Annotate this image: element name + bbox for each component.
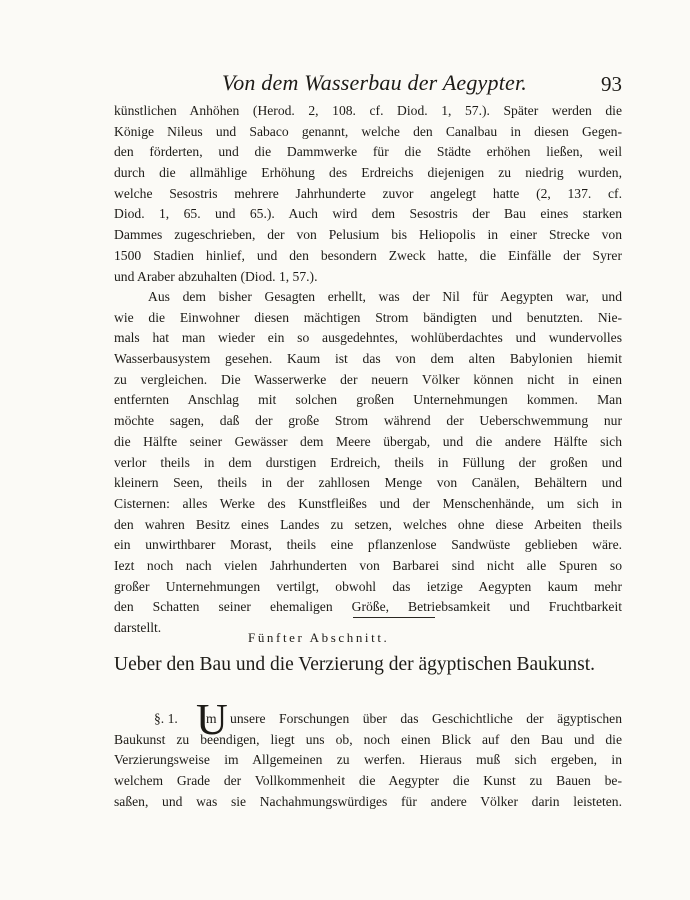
text-line: den wahren Besitz eines Landes zu setzen, welches ohne diese Arbeiten theils xyxy=(114,516,622,532)
text-line: Baukunst zu beendigen, liegt uns ob, noch einen Blick auf den Bau und die xyxy=(114,731,622,747)
text-line: Verzierungsweise im Allgemeinen zu werfen. Hieraus muß sich ergeben, in xyxy=(114,752,622,768)
text-line: durch die allmählige Erhöhung des Erdreichs diejenigen zu niedrig wurden, xyxy=(114,165,622,181)
text-line: Cisternen: alles Werke des Kunstfleißes und der Menschenhände, um sich in xyxy=(114,495,622,511)
text-line: Iezt noch nach vielen Jahrhunderten von Barbarei sind nicht alle Spuren so xyxy=(114,557,622,573)
section-label: Fünfter Abschnitt. xyxy=(248,630,390,645)
text-line: Könige Nileus und Sabaco genannt, welche den Canalbau in diesen Gegen- xyxy=(114,123,622,139)
text-line: mals hat man wieder ein so ausgedehntes, wohlüberdachtes und wundervolles xyxy=(114,330,622,346)
text-line: Diod. 1, 65. und 65.). Auch wird dem Sesostris der Bau eines starken xyxy=(114,206,622,222)
paragraph-number: §. 1. xyxy=(154,711,178,726)
text-line: verlor theils in dem durstigen Erdreich, theils in Füllung der großen und xyxy=(114,454,622,470)
text-line: zu vergleichen. Die Wasserwerke der neuern Völker können nicht in einen xyxy=(114,371,622,387)
paragraph-section-1 xyxy=(114,709,622,812)
text-line: kleinern Seen, theils in der zahllosen Menge von Canälen, Behältern und xyxy=(114,475,622,491)
text-line: m unsere Forschungen über das Geschichtliche der ägyptischen xyxy=(206,711,622,726)
text-line: wie die Einwohner diesen mächtigen Strom bändigten und benutzten. Nie- xyxy=(114,309,622,325)
text-line: Wasserbausystem gesehen. Kaum ist das von dem alten Babylonien hiemit xyxy=(114,351,622,367)
text-line: den Schatten seiner ehemaligen Größe, Betriebsamkeit und Fruchtbarkeit xyxy=(114,599,622,615)
section-divider xyxy=(353,617,435,618)
text-line: möchte sagen, daß der große Strom während der Ueberschwemmung nur xyxy=(114,413,622,429)
text-line: welchem Grade der Vollkommenheit die Aegypter die Kunst zu Bauen be- xyxy=(114,773,622,789)
text-line: Dammes zugeschrieben, der von Pelusium bis Heliopolis in einer Strecke von xyxy=(114,227,622,243)
drop-cap: U xyxy=(196,695,228,744)
text-line: saßen, und was sie Nachahmungswürdiges für andere Völker darin leisteten. xyxy=(114,793,622,809)
running-head xyxy=(112,68,622,98)
text-line: entfernten Anschlag mit solchen großen Unternehmungen kommen. Man xyxy=(114,392,622,408)
text-line: großer Unternehmungen vertilgt, obwohl das ietzige Aegypten kaum mehr xyxy=(114,578,622,594)
text-line: Aus dem bisher Gesagten erhellt, was der Nil für Aegypten war, und xyxy=(148,289,622,304)
text-line: den förderten, und die Dammwerke für die Städte erhöhen ließen, weil xyxy=(114,144,622,160)
running-title: Von dem Wasserbau der Aegypter. xyxy=(222,70,528,95)
text-line: 1500 Stadien hinlief, und den besondern Zweck hatte, die Einfälle der Syrer xyxy=(114,247,622,263)
paragraph-continued xyxy=(114,101,622,287)
text-line: darstellt. xyxy=(114,620,162,635)
text-line: künstlichen Anhöhen (Herod. 2, 108. cf. Diod. 1, 57.). Später werden die xyxy=(114,103,622,118)
text-line: welche Sesostris mehrere Jahrhunderte zuvor angelegt hatte (2, 137. cf. xyxy=(114,185,622,201)
page-number: 93 xyxy=(601,72,622,96)
paragraph-main xyxy=(114,287,622,639)
text-line: die Hälfte seiner Gewässer dem Meere übergab, und die andere Hälfte sich xyxy=(114,433,622,449)
text-line: und Araber abzuhalten (Diod. 1, 57.). xyxy=(114,268,318,284)
text-line: ein unwirthbarer Morast, theils eine pflanzenlose Sandwüste geblieben wäre. xyxy=(114,537,622,553)
section-title: Ueber den Bau und die Verzierung der ägyptischen Baukunst. xyxy=(114,654,596,675)
